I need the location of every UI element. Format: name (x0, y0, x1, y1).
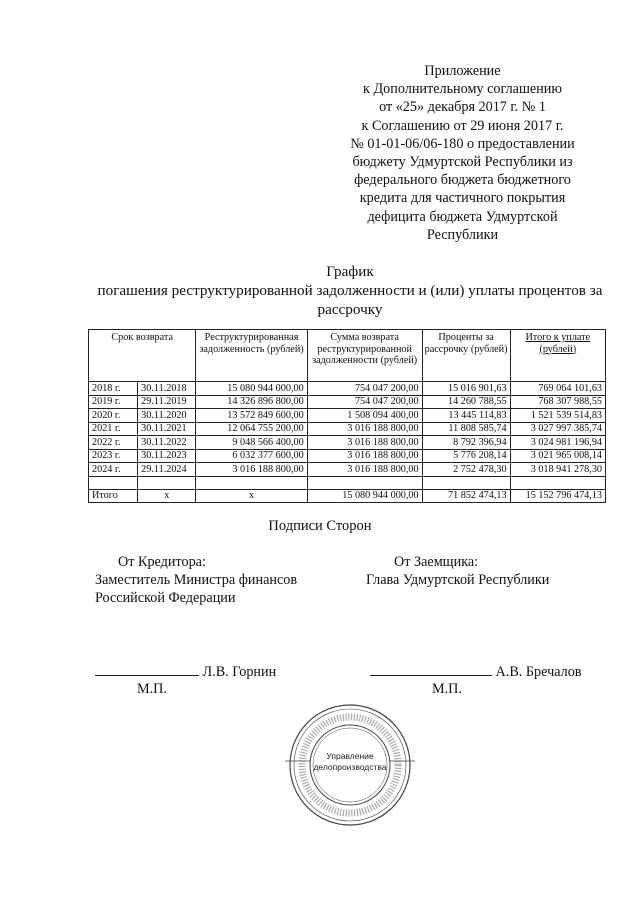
appendix-line: кредита для частичного покрытия (359, 190, 566, 207)
table-totals-row (89, 489, 606, 503)
creditor-mp: М.П. (137, 681, 167, 697)
cell-total: 3 027 997 385,74 (510, 422, 605, 436)
cell-date: 29.11.2024 (138, 463, 196, 477)
header-total-label: Итого к уплате (рублей) (525, 332, 591, 355)
signature-line (370, 661, 492, 676)
cell-repay: 3 016 188 800,00 (307, 463, 422, 477)
empty-cell (307, 476, 422, 489)
header-repay: Сумма возврата реструктурированной задолженности (рублей) (307, 330, 422, 382)
table-row (89, 436, 606, 450)
empty-cell (196, 476, 307, 489)
cell-repay: 3 016 188 800,00 (307, 422, 422, 436)
creditor-name: Л.В. Горнин (202, 664, 277, 680)
table-header-row (89, 330, 606, 382)
cell-year: 2021 г. (89, 422, 138, 436)
appendix-line: № 01-01-06/06-180 о предоставлении (350, 135, 575, 152)
cell-date: 30.11.2018 (138, 382, 196, 396)
creditor-label: От Кредитора: (118, 554, 206, 570)
cell-repay: 3 016 188 800,00 (307, 449, 422, 463)
signature-line (95, 661, 199, 676)
table-row (89, 409, 606, 423)
appendix-line: от «25» декабря 2017 г. № 1 (379, 99, 546, 116)
table-row (89, 395, 606, 409)
borrower-signature (370, 661, 582, 681)
appendix-line: федерального бюджета бюджетного (354, 172, 571, 189)
cell-year: 2024 г. (89, 463, 138, 477)
seal-line: делопроизводства (313, 762, 387, 772)
empty-cell (138, 476, 196, 489)
cell-total: 1 521 539 514,83 (510, 409, 605, 423)
cell-year: 2022 г. (89, 436, 138, 450)
cell-debt: 6 032 377 600,00 (196, 449, 307, 463)
creditor-signature (95, 661, 276, 681)
appendix-line: к Дополнительному соглашению (363, 81, 562, 98)
appendix-line: Приложение (424, 63, 501, 79)
borrower-name: А.В. Бречалов (495, 664, 582, 680)
cell-date: 30.11.2020 (138, 409, 196, 423)
table-row (89, 422, 606, 436)
cell-debt: 13 572 849 600,00 (196, 409, 307, 423)
cell-total: 3 021 965 008,14 (510, 449, 605, 463)
cell-repay: 1 508 094 400,00 (307, 409, 422, 423)
header-interest: Проценты за рассрочку (рублей) (422, 330, 510, 382)
repayment-schedule-table (88, 329, 606, 503)
creditor-position-2: Российской Федерации (95, 590, 236, 606)
cell-total: 769 064 101,63 (510, 382, 605, 396)
cell-interest: 2 752 478,30 (422, 463, 510, 477)
table-row-empty (89, 476, 606, 489)
cell-debt: 14 326 896 800,00 (196, 395, 307, 409)
borrower-label: От Заемщика: (394, 554, 479, 570)
cell-debt: 12 064 755 200,00 (196, 422, 307, 436)
cell-year: 2020 г. (89, 409, 138, 423)
cell-year: 2023 г. (89, 449, 138, 463)
cell-total: 768 307 988,55 (510, 395, 605, 409)
cell-debt: 15 080 944 000,00 (196, 382, 307, 396)
appendix-header (330, 62, 595, 244)
table-row (89, 449, 606, 463)
title-line: рассрочку (317, 301, 383, 318)
empty-cell (422, 476, 510, 489)
document-title (60, 262, 640, 319)
cell-x: x (196, 489, 307, 503)
cell-repay: 3 016 188 800,00 (307, 436, 422, 450)
cell-debt: 3 016 188 800,00 (196, 463, 307, 477)
header-term: Срок возврата (89, 330, 196, 382)
table-row (89, 463, 606, 477)
empty-cell (510, 476, 605, 489)
appendix-line: бюджету Удмуртской Республики из (352, 154, 573, 171)
header-debt: Реструктурированная задолженность (рублей) (196, 330, 307, 382)
cell-interest: 5 776 208,14 (422, 449, 510, 463)
creditor-position-1: Заместитель Министра финансов (95, 572, 298, 588)
cell-interest: 11 808 585,74 (422, 422, 510, 436)
title-line: График (326, 263, 374, 280)
appendix-line: Республики (426, 226, 499, 243)
cell-total-repay: 15 080 944 000,00 (307, 489, 422, 503)
appendix-line: дефицита бюджета Удмуртской (367, 208, 558, 225)
cell-repay: 754 047 200,00 (307, 382, 422, 396)
cell-total: 3 018 941 278,30 (510, 463, 605, 477)
signatures-heading: Подписи Сторон (268, 518, 372, 534)
cell-year: 2019 г. (89, 395, 138, 409)
cell-total-sum: 15 152 796 474,13 (510, 489, 605, 503)
cell-total-interest: 71 852 474,13 (422, 489, 510, 503)
cell-interest: 13 445 114,83 (422, 409, 510, 423)
cell-interest: 8 792 396,94 (422, 436, 510, 450)
cell-x: x (138, 489, 196, 503)
title-line: погашения реструктурированной задолженности и (или) уплаты процентов за (97, 282, 603, 299)
cell-debt: 9 048 566 400,00 (196, 436, 307, 450)
cell-repay: 754 047 200,00 (307, 395, 422, 409)
cell-date: 30.11.2022 (138, 436, 196, 450)
borrower-mp: М.П. (432, 681, 462, 697)
table-row (89, 382, 606, 396)
official-seal (285, 700, 415, 830)
empty-cell (89, 476, 138, 489)
cell-year: 2018 г. (89, 382, 138, 396)
cell-date: 30.11.2023 (138, 449, 196, 463)
cell-total: 3 024 981 196,94 (510, 436, 605, 450)
borrower-position: Глава Удмуртской Республики (366, 572, 550, 588)
appendix-line: к Соглашению от 29 июня 2017 г. (361, 117, 564, 134)
seal-line: Управление (326, 751, 374, 761)
cell-date: 30.11.2021 (138, 422, 196, 436)
cell-interest: 14 260 788,55 (422, 395, 510, 409)
cell-interest: 15 016 901,63 (422, 382, 510, 396)
cell-date: 29.11.2019 (138, 395, 196, 409)
cell-total-label: Итого (89, 489, 138, 503)
header-total (510, 330, 605, 382)
